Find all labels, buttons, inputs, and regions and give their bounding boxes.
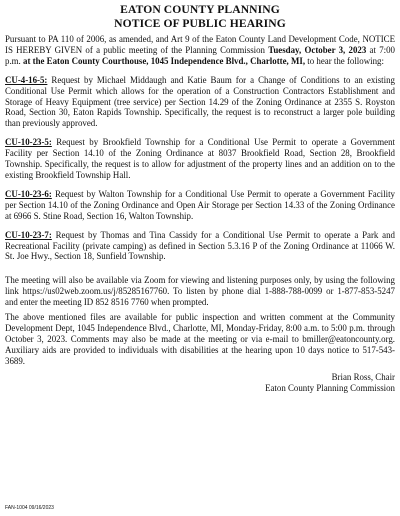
case-text: Request by Walton Township for a Conditional Use Permit to operate a Government Facility per Section 14.10 of the Zoning Ordinance and Open Air Storage per Section 14.33 of the Zoning Ordinance at 6966 S. Stine Road, Section 16, Walton Township. <box>5 188 395 221</box>
case-item <box>5 189 395 222</box>
case-text: Request by Michael Middaugh and Katie Baum for a Change of Conditions to an existing Conditional Use Permit which allows for the operation of a Construction Contractors Establishment and Storage of Heavy Equipment (tree service) per Section 14.29 of the Zoning Ordinance at 2355 S. Royston Road, Section 30, Eaton Rapids Township. Specifically, the request is to reconstruct a larger pole building than previously approved. <box>5 74 395 129</box>
case-item <box>5 137 395 181</box>
signature-name: Brian Ross, Chair <box>331 371 395 382</box>
footer-code: FAN-1004 09/16/2023 <box>5 505 54 511</box>
intro-text-3: to hear the following: <box>305 55 384 66</box>
zoom-paragraph: The meeting will also be available via Zoom for viewing and listening purposes only, by using the following link https://us02web.zoom.us/j/85285167760. To listen by phone dial 1-888-788-0099 or 1-877-853-5247 and enter the meeting ID 852 8516 7760 when prompted. <box>5 275 395 308</box>
notice-title-line2: NOTICE OF PUBLIC HEARING <box>114 17 286 30</box>
meeting-location: at the Eaton County Courthouse, 1045 Independence Blvd., Charlotte, MI, <box>23 55 306 66</box>
intro-paragraph <box>5 34 395 67</box>
case-item <box>5 75 395 130</box>
meeting-date: Tuesday, October 3, 2023 <box>268 44 367 55</box>
signature-org: Eaton County Planning Commission <box>265 382 395 393</box>
intro-text-2: at 7:00 p.m. <box>5 44 395 66</box>
case-id: CU-4-16-5: <box>5 74 48 85</box>
case-id: CU-10-23-7: <box>5 229 52 240</box>
case-text: Request by Thomas and Tina Cassidy for a Conditional Use Permit to operate a Park and Recreational Facility (private camping) as defined in Section 5.3.16 P of the Zoning Ordinance at 11066 W. St. Joe Hwy., Section 18, Sunfield Township. <box>5 229 395 262</box>
case-item <box>5 230 395 263</box>
case-text: Request by Brookfield Township for a Conditional Use Permit to operate a Government Facility per Section 14.10 of the Zoning Ordinance at 8037 Brookfield Road, Section 28, Brookfield Township. Specifically, the request is to allow for adjustment of the property lines and an addition on to the existing Brookfield Township Hall. <box>5 137 395 180</box>
case-id: CU-10-23-6: <box>5 188 52 199</box>
signature-block <box>5 372 395 394</box>
intro-text-1: Pursuant to PA 110 of 2006, as amended, and Art 9 of the Eaton County Land Development Code, NOTICE IS HEREBY GIVEN of a public meeting of the Planning Commission <box>5 34 395 55</box>
files-paragraph: The above mentioned files are available for public inspection and written comment at the Community Development Dept, 1045 Independence Blvd., Charlotte, MI, Monday-Friday, 8:00 a.m. to 5:00 p.m. through October 3, 2023. Comments may also be made at the meeting or via e-mail to bmiller@eatoncounty.org. Auxiliary aids are provided to individuals with disabilities at the hearing upon 10 days notice to 517-543-3689. <box>5 312 395 366</box>
notice-title-line1: EATON COUNTY PLANNING <box>120 3 280 16</box>
case-id: CU-10-23-5: <box>5 137 52 148</box>
